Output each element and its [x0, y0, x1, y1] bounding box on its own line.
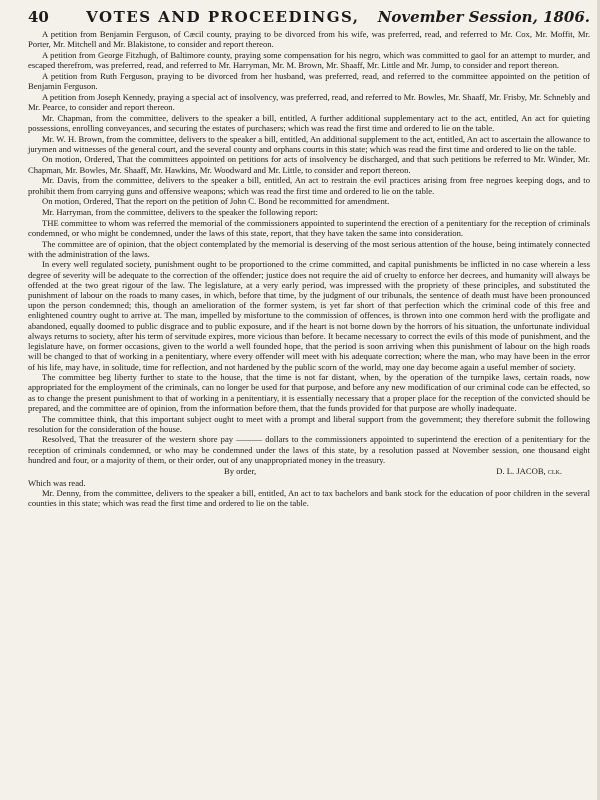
closing-paragraph: Mr. Denny, from the committee, delivers to the speaker a bill, entitled, An act to tax bachelors and bank stock for the education of poor children in the several counties in this state; which was read the first time and ordered to lie on the table. [28, 487, 590, 509]
report-paragraph: In every well regulated society, punishment ought to be proportioned to the crime committed, and capital punishments be inflicted in no case wherein a less degree of severity will be adequate to the correction of the offender; justice does not require the aid of cruelty to enforce her decrees, and humanity will always be offended at the two great rigour of the law. The legislature, at a very early period, was impressed with the propriety of these principles, and substituted the punishment of labour on the roads to many cases, in which, before that time, by the judgment of our tribunals, the sentence of death must have been pronounced upon the person condemned; this, though an amelioration of the former system, is yet far short of that perfection which the criminal code of this free and enlightened country ought to arrive at. The man, impelled by misfortune to the commission of offences, is thrown into one common herd with the profligate and abandoned, equally doomed to public disgrace and to public exposure, and if the heart is not borne down by the horrors of his situation, the unfortunate individual always returns to society, after his term of servitude expires, more vicious than before. It became necessary to correct the evils of this mode of punishment, and the legislature have, on former occasions, given to the world a well founded hope, that the period is soon arriving when this punishment of labour on the high roads will be changed to that of working in a penitentiary, where every offender will meet with his adequate correction; where the man, who may have been in the error of his life, may have, in solitude, time for reflection, and not hardened by the public scorn of the world, may one day become again a useful member of society. [28, 259, 590, 372]
paragraph: Mr. W. H. Brown, from the committee, delivers to the speaker a bill, entitled, An additional supplement to the act, entitled, An act to ascertain the allowance to jurymen and witnesses of the general court, and the several county and orphans courts in this state; which was read the first time and ordered to lie on the table. [28, 133, 590, 154]
closing-section [28, 478, 590, 509]
closing-line: Which was read. [28, 477, 86, 488]
paragraph: A petition from Benjamin Ferguson, of Cæcil county, praying to be divorced from his wife, was preferred, read, and referred to Mr. Cox, Mr. Moffit, Mr. Porter, Mr. Mitchell and Mr. Blakistone, to consider and report thereon. [28, 29, 590, 50]
proceedings-body [28, 29, 590, 465]
by-order-label: By order, [224, 465, 257, 476]
session-label: November Session, 1806. [377, 8, 590, 26]
report-paragraph: The committee are of opinion, that the object contemplated by the memorial is deserving of the most serious attention of the house, being intimately connected with the administration of the laws. [28, 238, 590, 259]
page-title: VOTES AND PROCEEDINGS, [86, 8, 360, 26]
resolution-paragraph: Resolved, That the treasurer of the western shore pay ——— dollars to the commissioners appointed to superintend the erection of a penitentiary for the reception of criminals condemned, or who may be condemned under the laws of this state, by a resolution passed at November session, one thousand eight hundred and four, or a majority of them, or their order, out of any unappropriated money in the treasury. [28, 434, 590, 465]
report-paragraph: The committee beg liberty further to state to the house, that the time is not far distant, when, by the operation of the turnpike laws, certain roads, now appropriated for the employment of the criminals, can no longer be used for that purpose, and before any new modification of our criminal code can be effected, so as to change the present punishment to that of working in a penitentiary, it is essentially necessary that a proper place for the reception of the convicted should be prepared, and the committee are of opinion, from the information before them, that the funds provided for that purpose are wholly inadequate. [28, 372, 590, 413]
paragraph: A petition from Ruth Ferguson, praying to be divorced from her husband, was preferred, read, and referred to the committee appointed on the petition of Benjamin Ferguson. [28, 70, 590, 92]
paragraph: On motion, Ordered, That the committees appointed on petitions for acts of insolvency be discharged, and that such petitions be referred to Mr. Winder, Mr. Chapman, Mr. Bowles, Mr. Shaaff, Mr. Hawkins, Mr. Woodward and Mr. Little, to consider and report thereon. [28, 154, 590, 175]
paragraph: Mr. Harryman, from the committee, delivers to the speaker the following report: [42, 206, 318, 217]
paragraph: Mr. Chapman, from the committee, delivers to the speaker a bill, entitled, A further additional supplementary act to the act, entitled, An act for quieting possessions, enrolling conveyances, and securing the estates of purchasers; which was read the first time and ordered to lie on the table. [28, 112, 590, 133]
signoff [28, 466, 590, 476]
closing-paragraph-wrap [28, 488, 590, 508]
page-header [28, 8, 590, 26]
paragraph: On motion, Ordered, That the report on the petition of John C. Bond be recommitted for amendment. [42, 196, 390, 207]
paragraph: A petition from George Fitzhugh, of Baltimore county, praying some compensation for his negro, which was committed to gaol for an attempt to murder, and escaped therefrom, was preferred, read, and referred to Mr. Harryman, Mr. M. Brown, Mr. Shaaff, Mr. Little and Mr. Jump, to consider and report thereon. [28, 49, 590, 71]
page-number: 40 [28, 8, 49, 26]
clerk-signature: D. L. JACOB, clk. [496, 465, 562, 476]
report-paragraph: The committee think, that this important subject ought to meet with a prompt and liberal support from the government; they therefore submit the following resolution for the consideration of the house. [28, 413, 590, 434]
report-paragraph: THE committee to whom was referred the memorial of the commissioners appointed to superintend the erection of a penitentiary for the reception of criminals condemned, or who might be condemned, under the laws of this state, report, that they have taken the same into consideration. [28, 217, 590, 238]
paragraph: A petition from Joseph Kennedy, praying a special act of insolvency, was preferred, read, and referred to Mr. Bowles, Mr. Shaaff, Mr. Frisby, Mr. Schnebly and Mr. Pearce, to consider and report thereon. [28, 91, 590, 112]
paragraph: Mr. Davis, from the committee, delivers to the speaker a bill, entitled, An act to restrain the evil practices arising from free negroes keeping dogs, and to prohibit them from carrying guns and offensive weapons; which was read the first time and ordered to lie on the table. [28, 175, 590, 196]
